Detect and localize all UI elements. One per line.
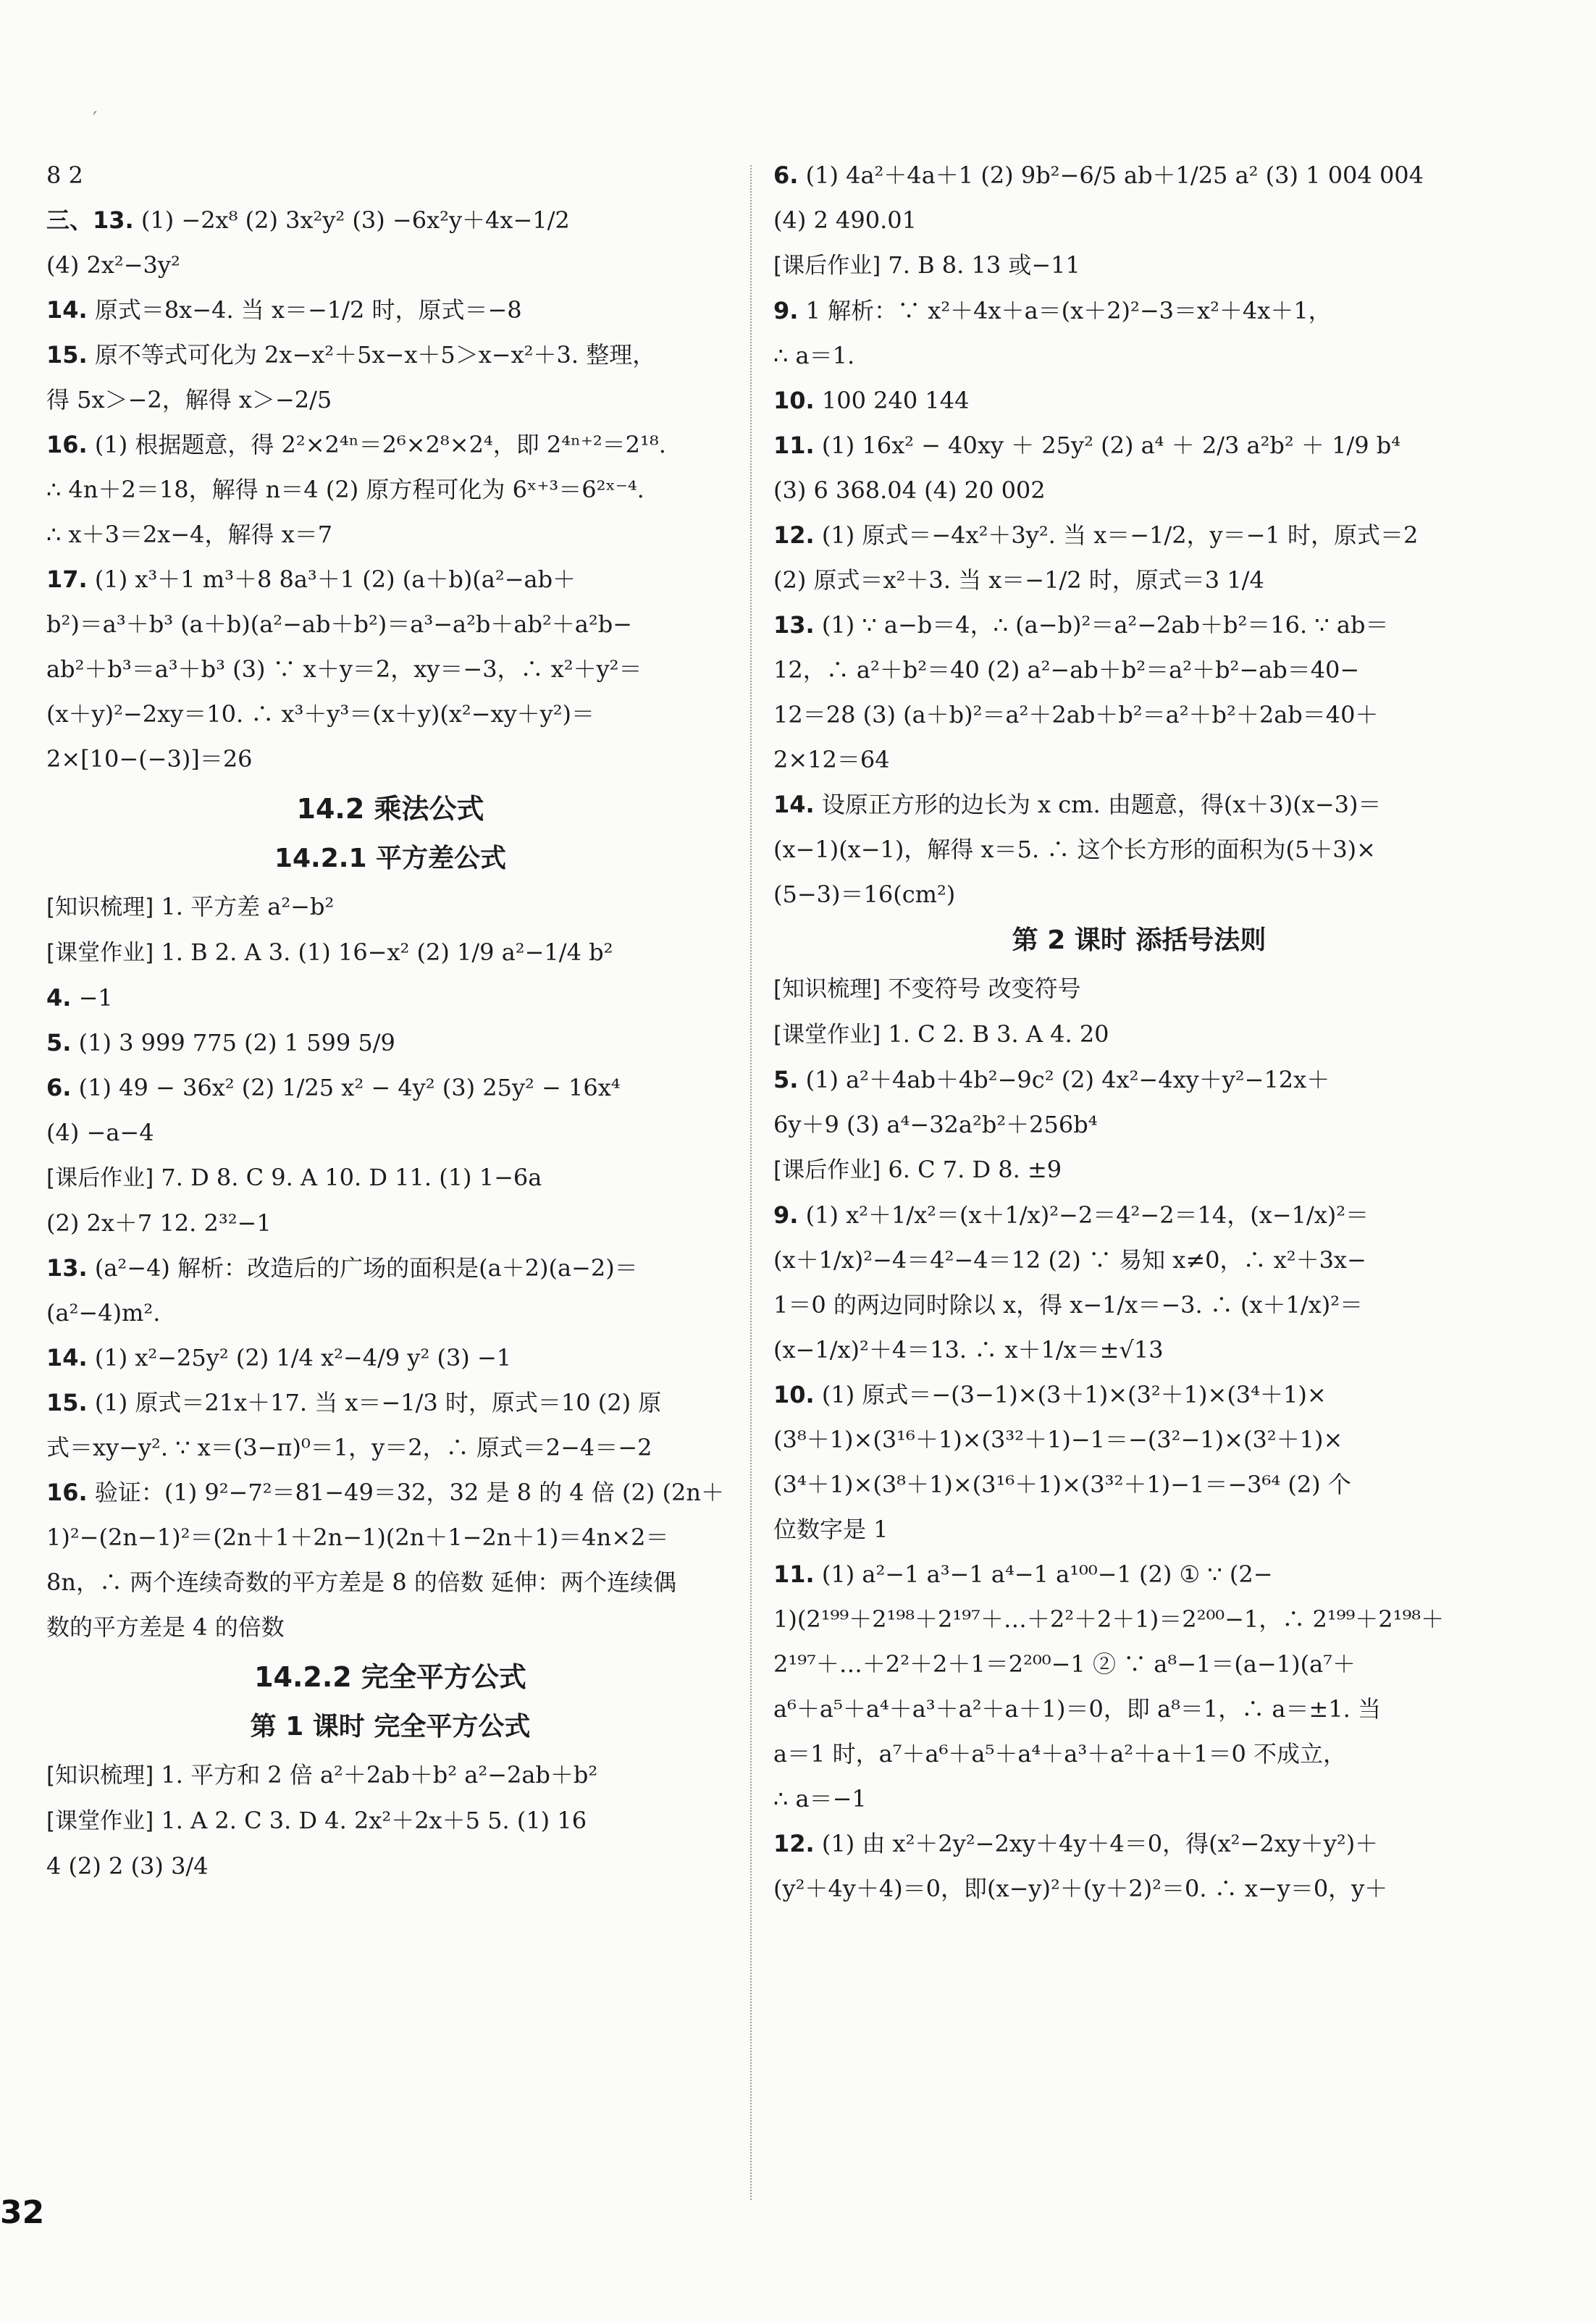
answer-line	[46, 1760, 734, 1790]
answer-text: ab²＋b³＝a³＋b³ (3) ∵ x＋y＝2，xy＝−3，∴ x²＋y²＝	[46, 655, 642, 683]
answer-line	[773, 1020, 1505, 1049]
answer-line	[773, 1155, 1505, 1185]
answer-line	[46, 1388, 734, 1417]
answer-text: 6y＋9 (3) a⁴−32a²b²＋256b⁴	[773, 1111, 1098, 1138]
answer-line	[46, 655, 734, 684]
answer-text: 1 解析：∵ x²＋4x＋a＝(x＋2)²−3＝x²＋4x＋1，	[805, 297, 1332, 324]
question-number: 5.	[773, 1066, 799, 1093]
answer-text: 2×[10−(−3)]＝26	[46, 745, 253, 773]
answer-text: (1) 原式＝−4x²＋3y². 当 x＝−1/2，y＝−1 时，原式＝2	[821, 521, 1419, 549]
answer-text: a＝1 时，a⁷＋a⁶＋a⁵＋a⁴＋a³＋a²＋a＋1＝0 不成立，	[773, 1740, 1347, 1768]
question-number: 16.	[46, 431, 88, 458]
column-divider	[750, 165, 752, 2200]
answer-line	[773, 880, 1505, 909]
answer-text: a⁶＋a⁵＋a⁴＋a³＋a²＋a＋1)＝0，即 a⁸＝1，∴ a＝±1. 当	[773, 1695, 1382, 1723]
answer-line	[773, 386, 1505, 415]
answer-line	[46, 1298, 734, 1327]
answer-line	[773, 655, 1505, 684]
question-number: 5.	[46, 1029, 72, 1057]
answer-line	[46, 1806, 734, 1836]
answer-line	[773, 790, 1505, 819]
answer-line	[773, 1245, 1505, 1274]
answer-line	[46, 385, 734, 414]
answer-line	[46, 430, 734, 459]
answer-text: (1) a²＋4ab＋4b²−9c² (2) 4x²−4xy＋y²−12x＋	[805, 1066, 1330, 1093]
subsection-heading: 14.2.1 平方差公式	[274, 844, 507, 873]
answer-line	[773, 476, 1505, 505]
answer-text: (1) x²−25y² (2) 1/4 x²−4/9 y² (3) −1	[94, 1344, 512, 1371]
answer-text: 1＝0 的两边同时除以 x，得 x−1/x＝−3. ∴ (x＋1/x)²＝	[773, 1291, 1364, 1319]
answer-text: (2) 2x＋7 12. 2³²−1	[46, 1209, 272, 1237]
question-number: 14.	[46, 296, 88, 324]
answer-text: −1	[78, 984, 113, 1012]
answer-text: (1) ∵ a−b＝4，∴ (a−b)²＝a²−2ab＋b²＝16. ∵ ab＝	[821, 611, 1389, 639]
answer-line	[773, 341, 1505, 370]
question-number: 14.	[773, 791, 815, 818]
answer-text: ∴ 4n＋2＝18，解得 n＝4 (2) 原方程可化为 6ˣ⁺³＝6²ˣ⁻⁴.	[46, 476, 644, 503]
answer-text: (2) 原式＝x²＋3. 当 x＝−1/2 时，原式＝3 1/4	[773, 566, 1264, 594]
section-heading: 14.2 乘法公式	[296, 793, 484, 825]
answer-text: 不变符号 改变符号	[888, 975, 1081, 1002]
answer-text: 12，∴ a²＋b²＝40 (2) a²−ab＋b²＝a²＋b²−ab＝40−	[773, 656, 1360, 684]
answer-text: (1) 根据题意，得 2²×2⁴ⁿ＝2⁶×2⁸×2⁴，即 2⁴ⁿ⁺²＝2¹⁸.	[94, 431, 666, 458]
answer-line	[773, 1065, 1505, 1094]
answer-text: 8n，∴ 两个连续奇数的平方差是 8 的倍数 延伸：两个连续偶	[46, 1568, 677, 1596]
answer-text: (x＋1/x)²−4＝4²−4＝12 (2) ∵ 易知 x≠0，∴ x²＋3x−	[773, 1246, 1366, 1274]
question-number: 6.	[46, 1074, 72, 1101]
question-number: 16.	[46, 1479, 88, 1506]
question-number: 11.	[773, 432, 815, 459]
answer-line	[773, 1380, 1505, 1409]
page-number: 32	[0, 2194, 45, 2231]
question-number: 三、13.	[46, 206, 134, 234]
question-number: 10.	[773, 387, 815, 414]
question-number: 10.	[773, 1381, 815, 1408]
answer-text: (1) x²＋1/x²＝(x＋1/x)²−2＝4²−2＝14，(x−1/x)²＝	[805, 1201, 1369, 1229]
answer-line	[773, 1784, 1505, 1813]
subsection-heading: 第 1 课时 完全平方公式	[250, 1712, 531, 1742]
answer-text: (x＋y)²−2xy＝10. ∴ x³＋y³＝(x＋y)(x²−xy＋y²)＝	[46, 700, 595, 728]
answer-text: 设原正方形的边长为 x cm. 由题意，得(x＋3)(x−3)＝	[821, 791, 1382, 818]
answer-text: 100 240 144	[821, 387, 970, 414]
answer-line	[46, 251, 734, 280]
answer-text: 1. C 2. B 3. A 4. 20	[888, 1020, 1109, 1048]
answer-text: 验证：(1) 9²−7²＝81−49＝32，32 是 8 的 4 倍 (2) (2n＋	[94, 1479, 724, 1506]
question-number: 15.	[46, 1389, 88, 1416]
answer-line	[46, 1478, 734, 1507]
answer-line	[773, 1739, 1505, 1768]
answer-text: 数的平方差是 4 的倍数	[46, 1613, 285, 1641]
answer-line	[773, 1874, 1505, 1903]
left-column	[46, 161, 734, 1896]
answer-line	[46, 1568, 734, 1597]
answer-line	[773, 1605, 1505, 1634]
answer-text: 6. C 7. D 8. ±9	[888, 1156, 1062, 1183]
answer-line	[46, 1343, 734, 1372]
answer-line	[773, 1650, 1505, 1679]
answer-line	[46, 744, 734, 773]
question-number: 13.	[46, 1254, 88, 1282]
answer-line	[46, 610, 734, 639]
section-tag: [课后作业]	[773, 253, 881, 279]
subsection-heading: 第 2 课时 添括号法则	[1012, 925, 1267, 955]
question-number: 6.	[773, 161, 799, 189]
answer-line	[773, 1290, 1505, 1319]
answer-text: 2¹⁹⁷＋…＋2²＋2＋1＝2²⁰⁰−1 ② ∵ a⁸−1＝(a−1)(a⁷＋	[773, 1650, 1356, 1678]
question-number: 12.	[773, 521, 815, 549]
section-tag: [课堂作业]	[773, 1022, 881, 1048]
question-number: 9.	[773, 297, 799, 324]
answer-line	[46, 1163, 734, 1193]
answer-text: (3⁴＋1)×(3⁸＋1)×(3¹⁶＋1)×(3³²＋1)−1＝−3⁶⁴ (2) 个	[773, 1471, 1351, 1498]
answer-line	[46, 1433, 734, 1462]
question-number: 12.	[773, 1830, 815, 1857]
answer-text: 位数字是 1	[773, 1516, 889, 1543]
answer-text: (a²−4) 解析：改造后的广场的面积是(a＋2)(a−2)＝	[94, 1254, 638, 1282]
answer-line	[773, 566, 1505, 595]
answer-line	[46, 520, 734, 549]
section-tag: [知识梳理]	[46, 894, 154, 920]
right-column	[773, 161, 1505, 1919]
answer-line	[46, 295, 734, 324]
answer-line	[46, 1613, 734, 1642]
answer-text: (y²＋4y＋4)＝0，即(x−y)²＋(y＋2)²＝0. ∴ x−y＝0，y＋	[773, 1875, 1388, 1902]
question-number: 14.	[46, 1344, 88, 1371]
answer-text: 1. 平方和 2 倍 a²＋2ab＋b² a²−2ab＋b²	[161, 1761, 598, 1789]
answer-text: (x−1/x)²＋4＝13. ∴ x＋1/x＝±√13	[773, 1336, 1164, 1364]
answer-text: 原式＝8x−4. 当 x＝−1/2 时，原式＝−8	[94, 296, 522, 324]
answer-text: (4) 2 490.01	[773, 206, 917, 234]
answer-line	[46, 1209, 734, 1238]
answer-text: (1) 由 x²＋2y²−2xy＋4y＋4＝0，得(x²−2xy＋y²)＋	[821, 1830, 1379, 1857]
question-number: 11.	[773, 1560, 815, 1588]
answer-line	[773, 610, 1505, 639]
answer-line	[46, 700, 734, 728]
answer-line	[773, 1829, 1505, 1858]
section-heading: 14.2.2 完全平方公式	[254, 1661, 526, 1693]
answer-line	[46, 1118, 734, 1147]
answer-text: 7. D 8. C 9. A 10. D 11. (1) 1−6a	[161, 1164, 542, 1191]
answer-text: (1) x³＋1 m³＋8 8a³＋1 (2) (a＋b)(a²−ab＋	[94, 566, 576, 593]
answer-text: 得 5x＞−2，解得 x＞−2/5	[46, 386, 332, 413]
answer-line	[773, 1201, 1505, 1230]
answer-text: (4) −a−4	[46, 1119, 154, 1146]
answer-line	[46, 1852, 734, 1881]
answer-text: 1)(2¹⁹⁹＋2¹⁹⁸＋2¹⁹⁷＋…＋2²＋2＋1)＝2²⁰⁰−1，∴ 2¹⁹⁹＋2¹⁹⁸＋	[773, 1605, 1445, 1633]
answer-text: ∴ x＋3＝2x−4，解得 x＝7	[46, 521, 333, 548]
answer-text: 7. B 8. 13 或−11	[888, 251, 1080, 279]
answer-line	[773, 296, 1505, 325]
answer-text: (1) 4a²＋4a＋1 (2) 9b²−6/5 ab＋1/25 a² (3) 1 004 004	[805, 161, 1424, 189]
answer-line	[46, 340, 734, 369]
answer-line	[46, 892, 734, 922]
answer-line	[46, 161, 734, 190]
answer-text: (1) −2x⁸ (2) 3x²y² (3) −6x²y＋4x−1/2	[140, 206, 570, 234]
question-number: 15.	[46, 341, 88, 369]
section-tag: [课后作业]	[46, 1165, 154, 1191]
answer-text: (a²−4)m².	[46, 1299, 161, 1327]
answer-line	[773, 1470, 1505, 1499]
answer-text: (1) 原式＝21x＋17. 当 x＝−1/3 时，原式＝10 (2) 原	[94, 1389, 662, 1416]
answer-text: (1) a²−1 a³−1 a⁴−1 a¹⁰⁰−1 (2) ① ∵ (2−	[821, 1560, 1273, 1588]
answer-text: 12＝28 (3) (a＋b)²＝a²＋2ab＋b²＝a²＋b²＋2ab＝40＋	[773, 701, 1379, 728]
answer-text: (1) 49 − 36x² (2) 1/25 x² − 4y² (3) 25y² − 16x⁴	[78, 1074, 621, 1101]
answer-line	[773, 431, 1505, 460]
answer-line	[46, 1073, 734, 1102]
answer-text: (5−3)＝16(cm²)	[773, 881, 956, 908]
answer-text: 4 (2) 2 (3) 3/4	[46, 1852, 209, 1880]
answer-text: 1)²−(2n−1)²＝(2n＋1＋2n−1)(2n＋1−2n＋1)＝4n×2＝	[46, 1524, 669, 1551]
answer-text: ∴ a＝1.	[773, 342, 855, 369]
answer-line	[773, 1425, 1505, 1454]
answer-line	[773, 1515, 1505, 1544]
question-number: 17.	[46, 566, 88, 593]
answer-text: 1. A 2. C 3. D 4. 2x²＋2x＋5 5. (1) 16	[161, 1807, 587, 1834]
answer-line	[46, 1028, 734, 1057]
answer-line	[773, 1110, 1505, 1139]
answer-line	[773, 521, 1505, 550]
answer-line	[773, 835, 1505, 864]
question-number: 9.	[773, 1201, 799, 1229]
section-tag: [知识梳理]	[46, 1763, 154, 1789]
answer-text: b²)＝a³＋b³ (a＋b)(a²−ab＋b²)＝a³−a²b＋ab²＋a²b−	[46, 610, 632, 638]
answer-line	[46, 206, 734, 235]
answer-line	[773, 745, 1505, 774]
answer-line	[46, 1253, 734, 1282]
answer-line	[46, 938, 734, 967]
section-tag: [知识梳理]	[773, 976, 881, 1002]
answer-text: (3) 6 368.04 (4) 20 002	[773, 476, 1046, 504]
answer-text: (4) 2x²−3y²	[46, 251, 180, 279]
answer-line	[46, 1523, 734, 1552]
answer-text: (1) 3 999 775 (2) 1 599 5/9	[78, 1029, 395, 1057]
answer-text: 2×12＝64	[773, 746, 890, 773]
section-tag: [课后作业]	[773, 1157, 881, 1183]
answer-text: 1. 平方差 a²−b²	[161, 893, 335, 920]
answer-line	[773, 974, 1505, 1004]
answer-line	[773, 161, 1505, 190]
scan-mark: ′	[93, 107, 98, 131]
answer-text: 原不等式可化为 2x−x²＋5x−x＋5＞x−x²＋3. 整理，	[94, 341, 656, 369]
answer-line	[773, 1694, 1505, 1723]
answer-line	[773, 251, 1505, 280]
question-number: 4.	[46, 984, 72, 1012]
answer-text: (1) 原式＝−(3−1)×(3＋1)×(3²＋1)×(3⁴＋1)×	[821, 1381, 1327, 1408]
answer-line	[46, 565, 734, 594]
section-tag: [课堂作业]	[46, 940, 154, 966]
answer-text: 式＝xy−y². ∵ x＝(3−π)⁰＝1，y＝2，∴ 原式＝2−4＝−2	[46, 1434, 652, 1461]
answer-line	[773, 700, 1505, 729]
answer-text: ∴ a＝−1	[773, 1785, 867, 1812]
answer-text: (x−1)(x−1)，解得 x＝5. ∴ 这个长方形的面积为(5＋3)×	[773, 836, 1376, 863]
answer-text: 8 2	[46, 161, 83, 189]
answer-text: 1. B 2. A 3. (1) 16−x² (2) 1/9 a²−1/4 b²	[161, 938, 613, 966]
answer-text: (3⁸＋1)×(3¹⁶＋1)×(3³²＋1)−1＝−(3²−1)×(3²＋1)×	[773, 1426, 1343, 1453]
answer-line	[773, 206, 1505, 235]
section-tag: [课堂作业]	[46, 1808, 154, 1834]
answer-line	[773, 1335, 1505, 1364]
answer-line	[773, 1560, 1505, 1589]
question-number: 13.	[773, 611, 815, 639]
answer-line	[46, 475, 734, 504]
answer-text: (1) 16x² − 40xy ＋ 25y² (2) a⁴ ＋ 2/3 a²b² ＋ 1/9 b⁴	[821, 432, 1401, 459]
answer-line	[46, 983, 734, 1012]
